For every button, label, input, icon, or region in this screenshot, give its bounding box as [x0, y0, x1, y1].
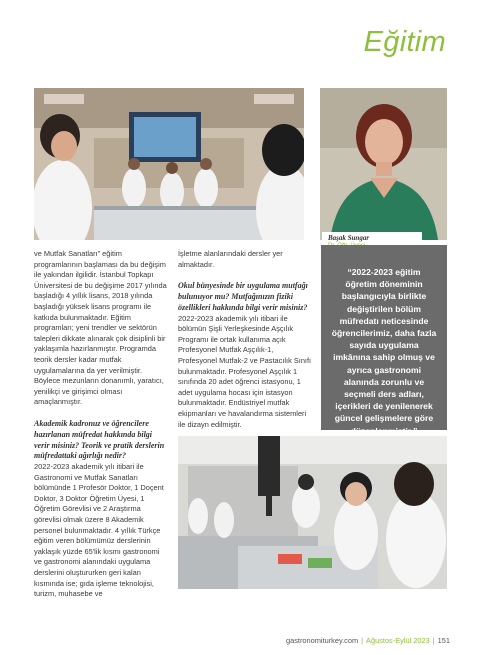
middle-column — [178, 249, 313, 430]
portrait-photo — [320, 88, 447, 240]
page-footer — [286, 636, 450, 645]
question-heading: Okul bünyesinde bir uygulama mutfağı bulunuyor mu? Mutfağınızın fiziki özellikleri hakkında bilgi verir misiniz? — [178, 281, 308, 312]
pull-quote-text: “2022-2023 eğitim öğretim döneminin başlangıcıyla birlikte değiştirilen bölüm müfredatı neticesinde öğrencilerimiz, daha fazla sayıda uygulama imkânına sahip olmuş ve ayrıca gastronomi alanında zorunlu ve seçmeli ders adları, içerikleri de yenilenerek güncel gelişmelere göre düzenlenmiştir.” — [331, 267, 437, 436]
footer-issue: Ağustos-Eylül 2023 — [366, 636, 430, 645]
page-number: 151 — [437, 636, 450, 645]
footer-separator: | — [432, 636, 435, 645]
footer-separator: | — [361, 636, 364, 645]
body-paragraph: ve Mutfak Sanatları” eğitim programlarının başlaması da bu değişim ile yakından ilgilidir. İstanbul Topkapı Üniversitesi de bu değişime 2017 yılında başladığı 4 yıllık lisans, 2018 yılında başladığı yüksek lisans programı ile katkıda bulunmaktadır. Eğitim programları; yeni trendler ve sektörün talepleri dikkate alınarak çok disiplinli bir yaklaşımla hazırlanmıştır. Programda teorik dersler kadar mutfak uygulamalarına da yer verilmiştir. Böylece mezunların donanımlı, yaratıcı, yenilikçi ve girişimci olması amaçlanmıştır. — [34, 249, 167, 407]
kitchen-photo — [178, 436, 447, 589]
body-paragraph: 2022-2023 akademik yılı itibari ile Gastronomi ve Mutfak Sanatları bölümünde 1 Profesör Doktor, 1 Doçent Doktor, 3 Doktor Öğretim Üyesi, 1 Öğretim Görevlisi ve 2 Araştırma görevlisi olmak üzere 8 Akademik personel bulunmaktadır. 4 yıllık Türkçe eğitim veren bölümümüz derslerinin yaklaşık yüzde 65'lik kısmı gastronomi ve gastronomi alanındaki uygulama derslerini oluştururken geri kalan kısmında ise; gıda işleme teknolojisi, turizm, muhasebe ve — [34, 462, 164, 599]
classroom-photo — [34, 88, 304, 240]
section-title: Eğitim — [363, 26, 446, 58]
pull-quote — [321, 245, 447, 436]
question-heading: Akademik kadronuz ve öğrencilere hazırlanan müfredat hakkında bilgi verir misiniz? Teorik ve pratik derslerin müfredattaki ağırlığı nedir? — [34, 418, 165, 461]
body-paragraph: İşletme alanlarındaki dersler yer almaktadır. — [178, 249, 283, 269]
footer-site: gastronomiturkey.com — [285, 636, 359, 645]
body-paragraph: 2022-2023 akademik yılı itibari ile bölümün Şişli Yerleşkesinde Aşçılık Programı ile ortak kullanıma açık Profesyonel Mutfak Aşçılık-1, Profesyonel Mutfak-2 ve Pastacılık Sınıfı bulunmaktadır. Profesyonel Aşçılık 1 sınıfında 20 adet öğrenci istasyonu, 1 adet uygulama hocası için istasyon bulunmaktadır. Endüstriyel mutfak ekipmanları ve havalandırma sistemleri ile dizayn edilmiştir. — [178, 313, 312, 429]
portrait-name: Başak Sungar — [328, 234, 370, 242]
left-column — [34, 249, 168, 600]
